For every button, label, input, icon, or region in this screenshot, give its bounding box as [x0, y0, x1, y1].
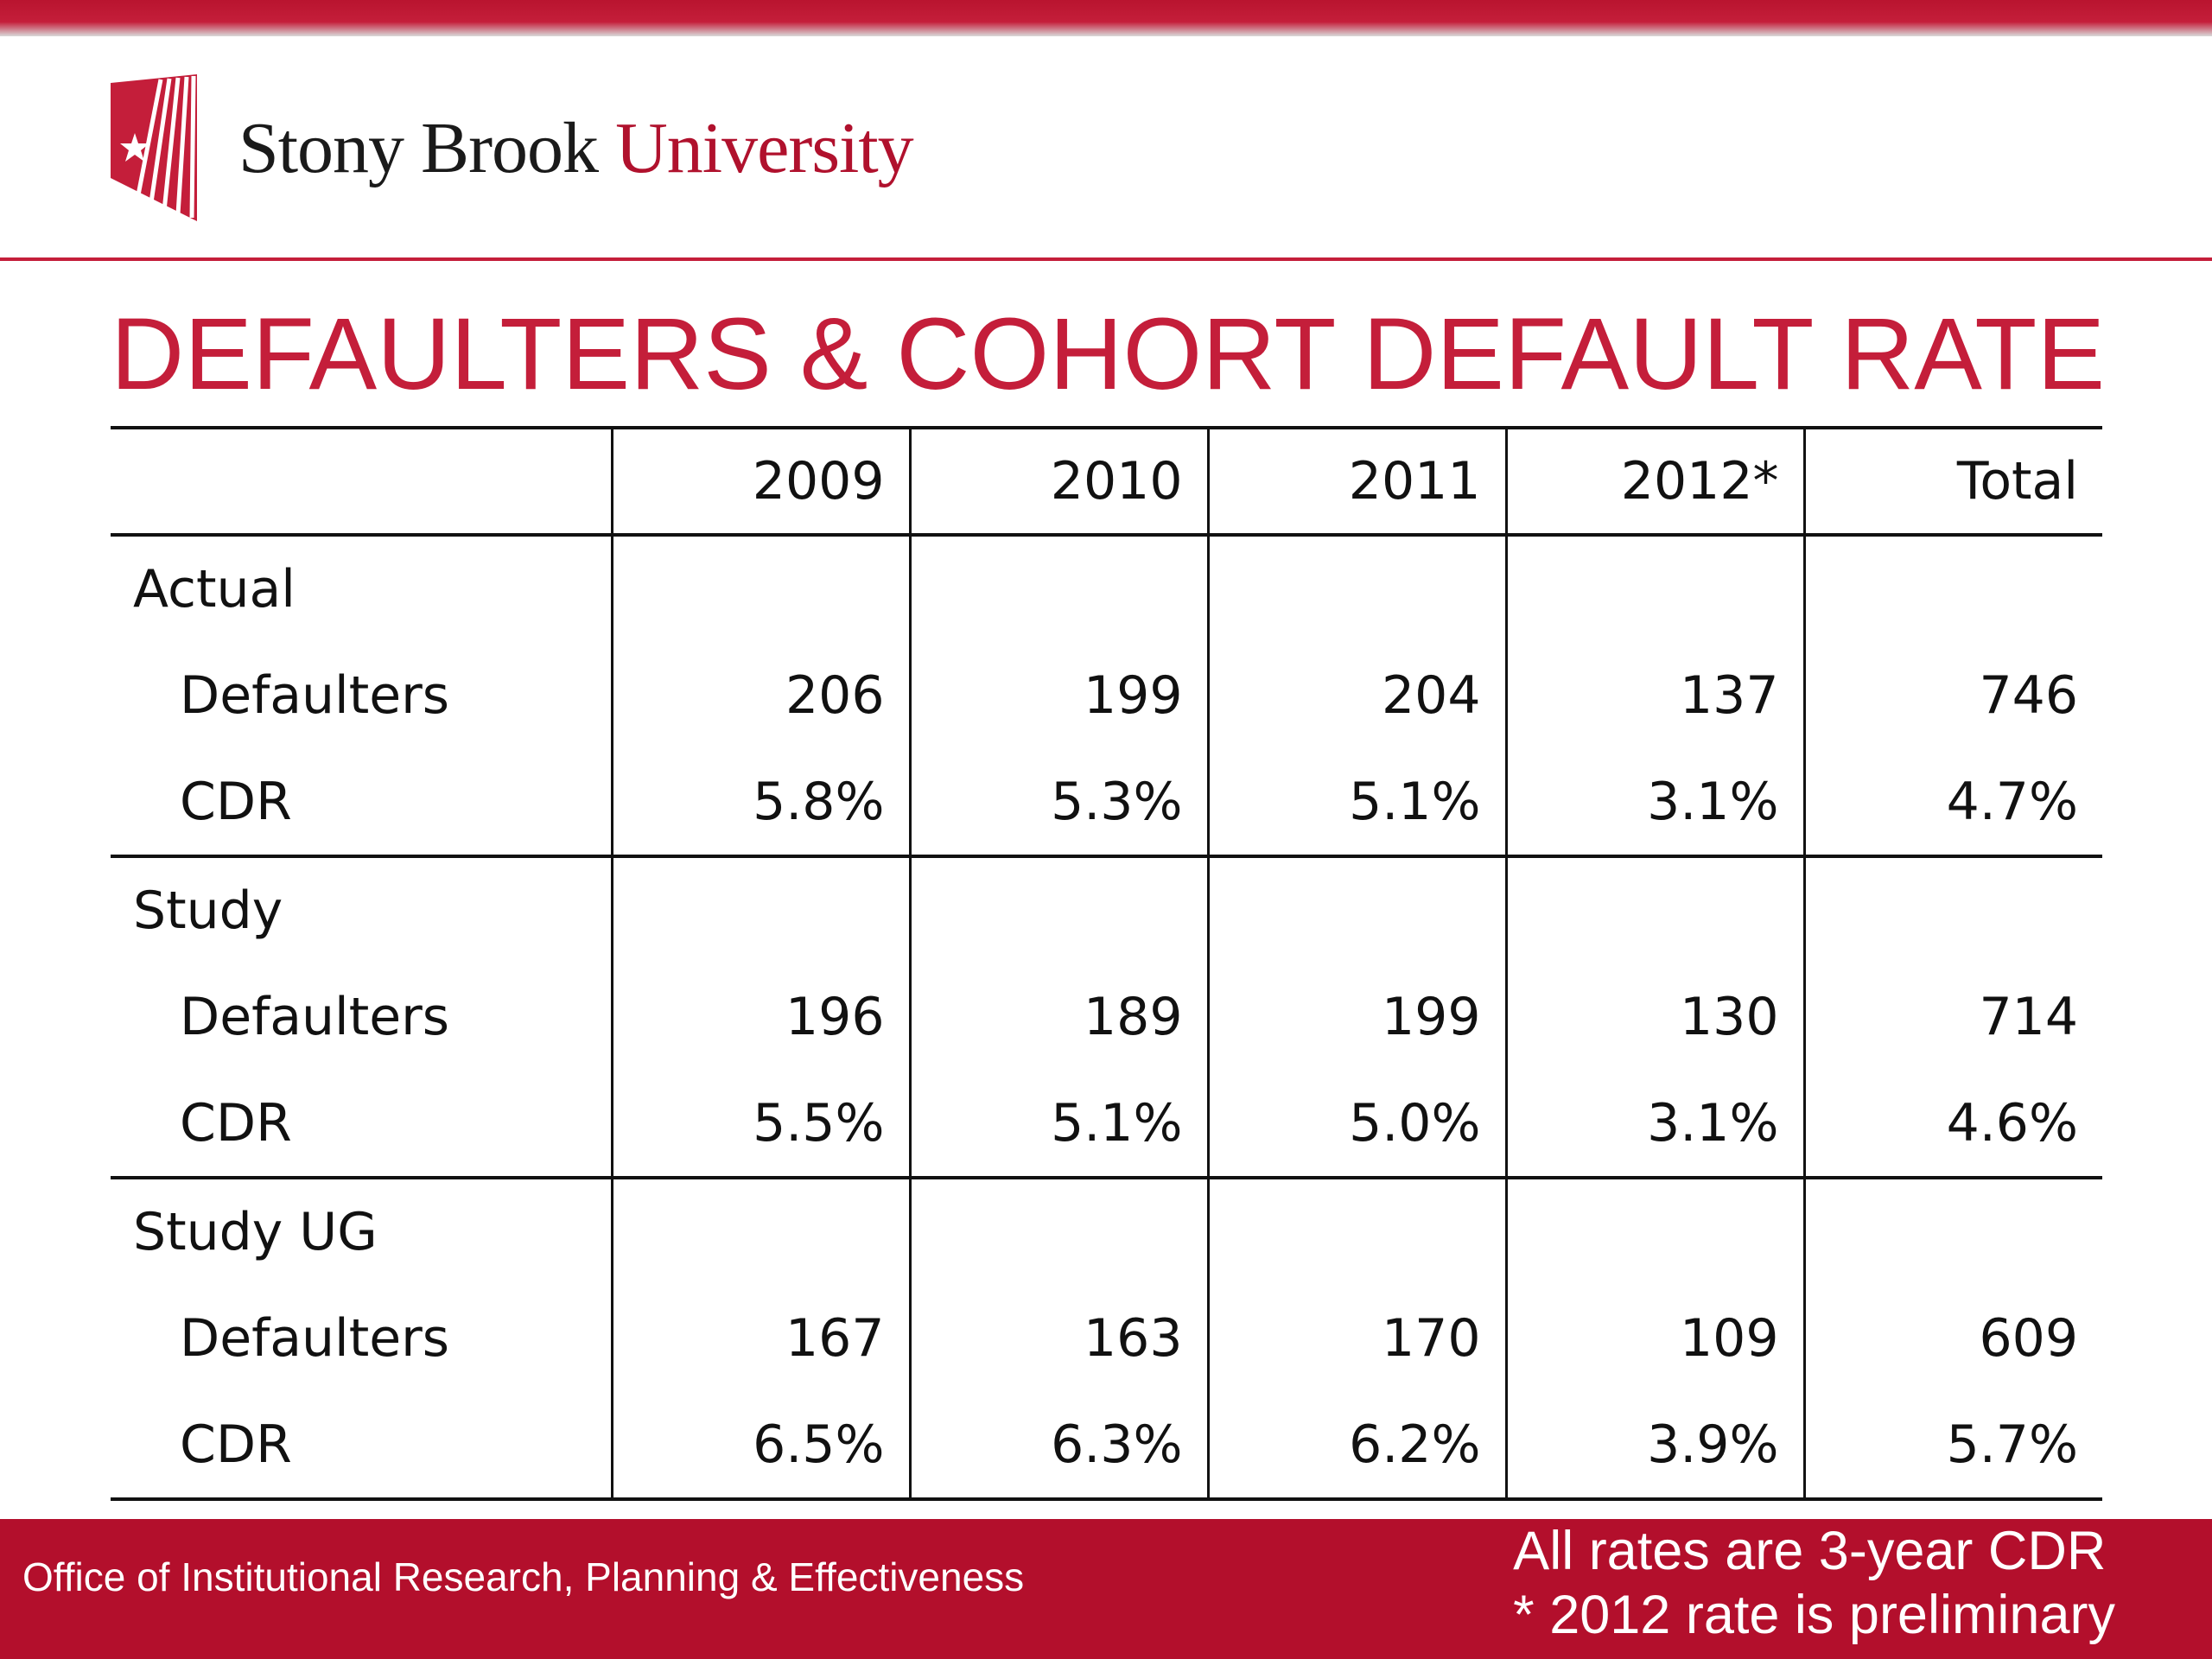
- cell-value: 5.3%: [910, 749, 1208, 856]
- group-label-study-ug: Study UG: [133, 1202, 378, 1262]
- cell-value: 137: [1506, 642, 1804, 749]
- cell-value: 206: [612, 642, 910, 749]
- cell-value: 199: [910, 642, 1208, 749]
- group-label-study: Study: [133, 880, 283, 941]
- shield-icon: [111, 74, 197, 221]
- table-row: [111, 1285, 2102, 1392]
- header-total: Total: [1804, 428, 2102, 535]
- footer-notes: [1513, 1519, 2115, 1647]
- cell-value: 170: [1208, 1285, 1506, 1392]
- table-row: [111, 963, 2102, 1071]
- university-logo: [111, 74, 913, 221]
- cell-value: 6.5%: [612, 1392, 910, 1499]
- cell-value: 109: [1506, 1285, 1804, 1392]
- cell-value: 6.3%: [910, 1392, 1208, 1499]
- table-row-group: [111, 1178, 2102, 1285]
- header-2009: 2009: [612, 428, 910, 535]
- table-row: [111, 1392, 2102, 1499]
- table-row: [111, 749, 2102, 856]
- header-blank: [111, 428, 612, 535]
- cell-value: 6.2%: [1208, 1392, 1506, 1499]
- table-row: [111, 1071, 2102, 1178]
- group-label-actual: Actual: [133, 559, 296, 620]
- row-label: CDR: [111, 1392, 612, 1499]
- cell-value: 5.5%: [612, 1071, 910, 1178]
- table-header-row: [111, 428, 2102, 535]
- footer-note-rates: All rates are 3-year CDR: [1513, 1521, 2107, 1581]
- cell-value: 714: [1804, 963, 2102, 1071]
- row-label: Defaulters: [180, 665, 450, 726]
- footer-office-name: Office of Institutional Research, Planning & Effectiveness: [22, 1554, 1025, 1599]
- cell-value: 130: [1506, 963, 1804, 1071]
- cell-value: 3.9%: [1506, 1392, 1804, 1499]
- header-2011: 2011: [1208, 428, 1506, 535]
- row-label: Defaulters: [180, 1308, 450, 1369]
- header-2012: 2012*: [1506, 428, 1804, 535]
- page-title: DEFAULTERS & COHORT DEFAULT RATE: [111, 297, 2106, 411]
- row-label: Defaulters: [180, 987, 450, 1047]
- cell-value: 609: [1804, 1285, 2102, 1392]
- cell-value: 3.1%: [1506, 749, 1804, 856]
- header-divider: [0, 257, 2212, 261]
- cell-value: 189: [910, 963, 1208, 1071]
- cell-value: 196: [612, 963, 910, 1071]
- table-row-group: [111, 856, 2102, 963]
- cell-value: 5.1%: [910, 1071, 1208, 1178]
- row-label: CDR: [111, 1071, 612, 1178]
- cell-value: 5.0%: [1208, 1071, 1506, 1178]
- logo-wordmark: [238, 106, 913, 190]
- cell-value: 4.7%: [1804, 749, 2102, 856]
- cell-value: 199: [1208, 963, 1506, 1071]
- cohort-default-table: [111, 426, 2102, 1501]
- table-row: [111, 642, 2102, 749]
- logo-name-part1: Stony Brook: [238, 107, 599, 188]
- cell-value: 163: [910, 1285, 1208, 1392]
- cell-value: 5.8%: [612, 749, 910, 856]
- logo-name-part2: University: [615, 107, 913, 188]
- table-row-group: [111, 535, 2102, 642]
- top-color-band: [0, 0, 2212, 36]
- footer-note-preliminary: * 2012 rate is preliminary: [1513, 1585, 2115, 1645]
- cell-value: 5.1%: [1208, 749, 1506, 856]
- cell-value: 3.1%: [1506, 1071, 1804, 1178]
- cell-value: 204: [1208, 642, 1506, 749]
- header-2010: 2010: [910, 428, 1208, 535]
- row-label: CDR: [111, 749, 612, 856]
- cell-value: 4.6%: [1804, 1071, 2102, 1178]
- cell-value: 5.7%: [1804, 1392, 2102, 1499]
- cell-value: 746: [1804, 642, 2102, 749]
- cell-value: 167: [612, 1285, 910, 1392]
